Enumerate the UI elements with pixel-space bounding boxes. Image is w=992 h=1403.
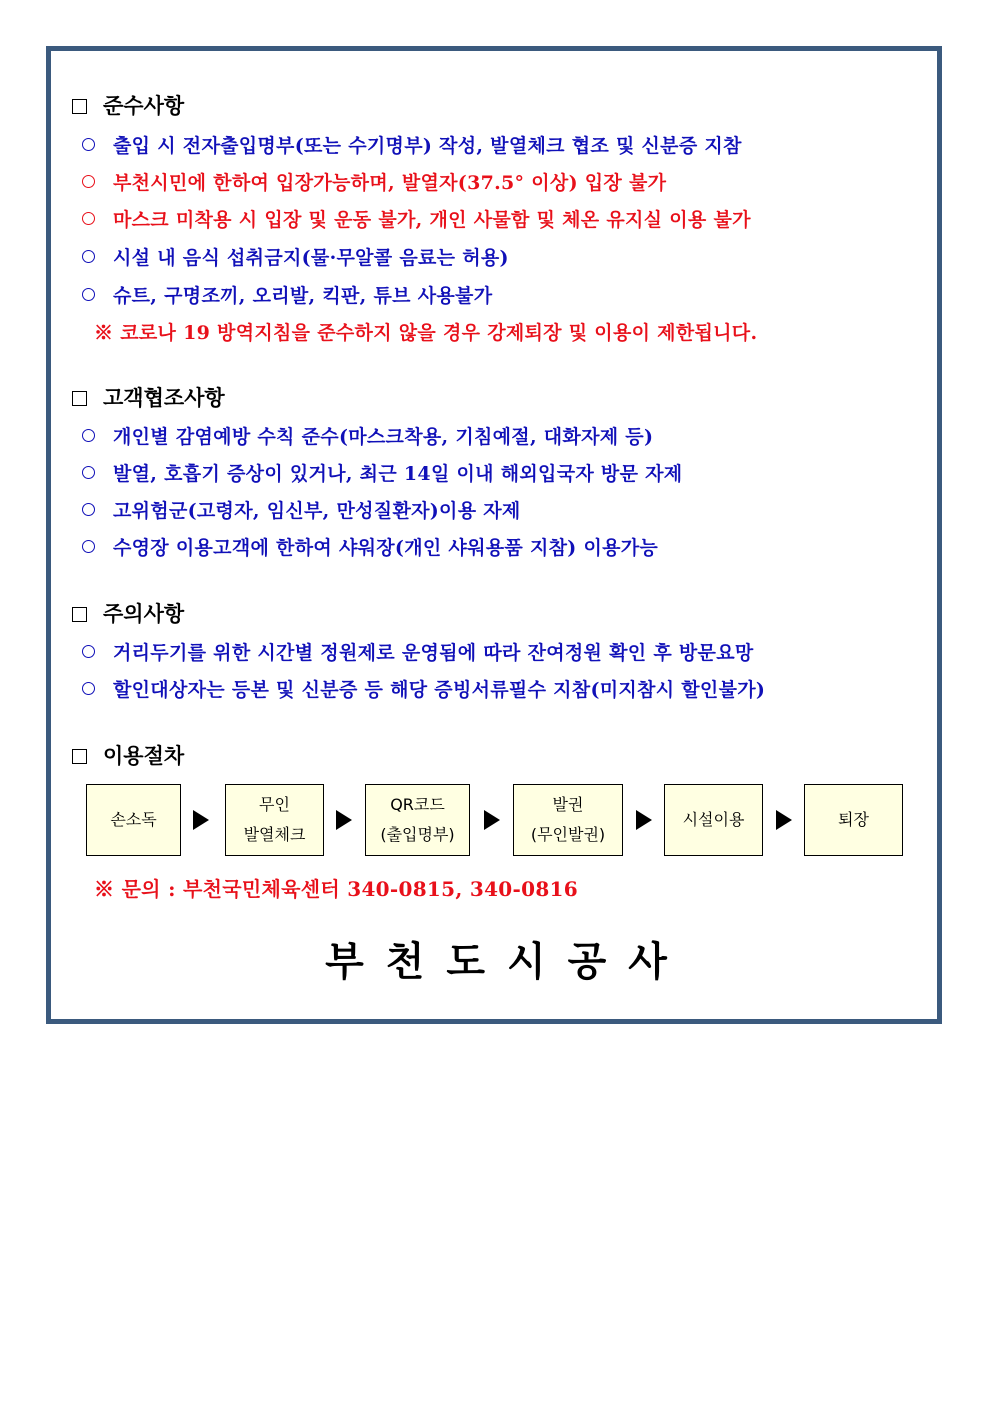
arrow-right-icon (776, 810, 792, 830)
circle-bullet-icon (82, 540, 95, 553)
list-item: 슈트, 구명조끼, 오리발, 킥판, 튜브 사용불가 (82, 281, 492, 308)
circle-bullet-icon (82, 212, 95, 225)
arrow-right-icon (636, 810, 652, 830)
circle-bullet-icon (82, 288, 95, 301)
arrow-right-icon (484, 810, 500, 830)
contact-info: ※ 문의 : 부천국민체육센터 340-0815, 340-0816 (94, 877, 578, 901)
checkbox-square-icon (72, 99, 87, 114)
circle-bullet-icon (82, 175, 95, 188)
circle-bullet-icon (82, 138, 95, 151)
checkbox-square-icon (72, 607, 87, 622)
list-item: 부천시민에 한하여 입장가능하며, 발열자(37.5° 이상) 입장 불가 (82, 168, 666, 195)
list-item: 마스크 미착용 시 입장 및 운동 불가, 개인 사물함 및 체온 유지실 이용 불가 (82, 205, 751, 232)
arrow-right-icon (193, 810, 209, 830)
procedure-step-sanitize: 손소독 (86, 784, 181, 856)
list-item: 개인별 감염예방 수칙 준수(마스크착용, 기침예절, 대화자제 등) (82, 422, 653, 449)
organization-name: 부천도시공사 (325, 939, 689, 985)
arrow-right-icon (336, 810, 352, 830)
section-title-rules: 준수사항 (72, 90, 184, 120)
circle-bullet-icon (82, 682, 95, 695)
circle-bullet-icon (82, 503, 95, 516)
procedure-step-exit: 퇴장 (804, 784, 903, 856)
list-item: 고위험군(고령자, 임신부, 만성질환자)이용 자제 (82, 496, 521, 523)
circle-bullet-icon (82, 645, 95, 658)
circle-bullet-icon (82, 250, 95, 263)
list-item: 시설 내 음식 섭취금지(물·무알콜 음료는 허용) (82, 243, 509, 270)
list-item: 발열, 호흡기 증상이 있거나, 최근 14일 이내 해외입국자 방문 자제 (82, 459, 682, 486)
checkbox-square-icon (72, 749, 87, 764)
circle-bullet-icon (82, 429, 95, 442)
procedure-step-ticketing: 발권 (무인발권) (513, 784, 623, 856)
section-title-caution: 주의사항 (72, 598, 184, 628)
procedure-step-fever-check: 무인 발열체크 (225, 784, 324, 856)
section-title-procedure: 이용절차 (72, 740, 184, 770)
list-item: 수영장 이용고객에 한하여 샤워장(개인 샤워용품 지참) 이용가능 (82, 533, 658, 560)
list-item: 거리두기를 위한 시간별 정원제로 운영됨에 따라 잔여정원 확인 후 방문요망 (82, 638, 754, 665)
list-item: 출입 시 전자출입명부(또는 수기명부) 작성, 발열체크 협조 및 신분증 지참 (82, 131, 742, 158)
list-item: 할인대상자는 등본 및 신분증 등 해당 증빙서류필수 지참(미지참시 할인불가) (82, 675, 765, 702)
checkbox-square-icon (72, 391, 87, 406)
procedure-step-qr-code: QR코드 (출입명부) (365, 784, 470, 856)
section-title-cooperation: 고객협조사항 (72, 382, 225, 412)
procedure-step-facility-use: 시설이용 (664, 784, 763, 856)
warning-note: ※ 코로나 19 방역지침을 준수하지 않을 경우 강제퇴장 및 이용이 제한됩니다. (94, 322, 758, 344)
circle-bullet-icon (82, 466, 95, 479)
